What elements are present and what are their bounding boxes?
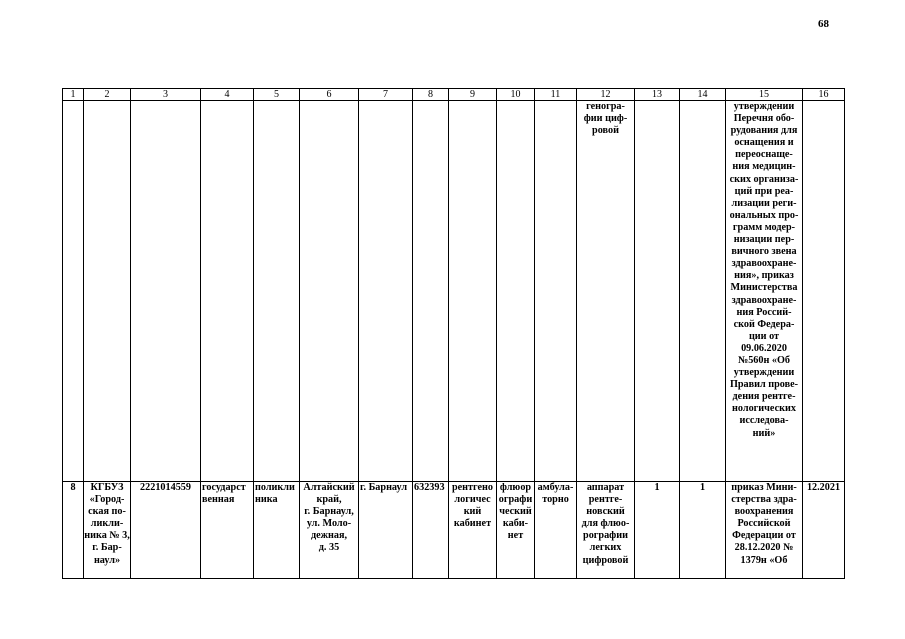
cell-empty: [803, 101, 845, 482]
cell-empty: [254, 101, 300, 482]
cell-equipment: геногра- фии циф- ровой: [577, 101, 635, 482]
cell-city: г. Барнаул: [359, 482, 413, 579]
cell-empty: [497, 101, 535, 482]
header-cell: 4: [201, 89, 254, 101]
cell-empty: [359, 101, 413, 482]
header-cell: 8: [413, 89, 449, 101]
cell-unit: рентгено логичес кий кабинет: [449, 482, 497, 579]
header-cell: 7: [359, 89, 413, 101]
header-cell: 1: [63, 89, 84, 101]
header-row: [63, 89, 845, 101]
header-cell: 10: [497, 89, 535, 101]
header-cell: 9: [449, 89, 497, 101]
cell-empty: [201, 101, 254, 482]
table-row: [63, 482, 845, 579]
header-cell: 16: [803, 89, 845, 101]
header-cell: 2: [84, 89, 131, 101]
header-cell: 3: [131, 89, 201, 101]
header-cell: 14: [680, 89, 726, 101]
cell-date: 12.2021: [803, 482, 845, 579]
cell-empty: [300, 101, 359, 482]
cell-empty: [635, 101, 680, 482]
header-cell: 11: [535, 89, 577, 101]
cell-quantity: 1: [680, 482, 726, 579]
header-cell: 12: [577, 89, 635, 101]
cell-equipment: аппарат рентге- новский для флюо- рографии легких цифровой: [577, 482, 635, 579]
cell-facility-type: поликли ника: [254, 482, 300, 579]
cell-empty: [680, 101, 726, 482]
header-cell: 6: [300, 89, 359, 101]
table-row-continued: [63, 101, 845, 482]
cell-ownership: государст венная: [201, 482, 254, 579]
header-cell: 15: [726, 89, 803, 101]
cell-empty: [84, 101, 131, 482]
page-number: 68: [818, 18, 829, 30]
cell-room: флюор ографи ческий каби- нет: [497, 482, 535, 579]
cell-code: 632393: [413, 482, 449, 579]
cell-legal-basis: утверждении Перечня обо- рудования для оснащения и переоснаще- ния медицин- ских организа- ций при реа- лизации реги- ональных про- грамм модер- низации пер- вичного звена здравоохране- ния», приказ Министерства здравоохране- ния Россий- ской Федера- ции от 09.06.2020 №560н «Об утверждении Правил прове- дения рентге- нологических исследова- ний»: [726, 101, 803, 482]
cell-quantity: 1: [635, 482, 680, 579]
cell-empty: [449, 101, 497, 482]
cell-organization: КГБУЗ «Город- ская по- ликли- ника № 3, г. Бар- наул»: [84, 482, 131, 579]
cell-empty: [131, 101, 201, 482]
cell-empty: [413, 101, 449, 482]
cell-address: Алтайский край, г. Барнаул, ул. Моло- дежная, д. 35: [300, 482, 359, 579]
cell-row-number: 8: [63, 482, 84, 579]
cell-empty: [63, 101, 84, 482]
header-cell: 5: [254, 89, 300, 101]
cell-empty: [535, 101, 577, 482]
cell-legal-basis: приказ Мини- стерства здра- воохранения Российской Федерации от 28.12.2020 № 1379н «Об: [726, 482, 803, 579]
equipment-table: [62, 88, 845, 579]
header-cell: 13: [635, 89, 680, 101]
cell-care-form: амбула- торно: [535, 482, 577, 579]
cell-inn: 2221014559: [131, 482, 201, 579]
